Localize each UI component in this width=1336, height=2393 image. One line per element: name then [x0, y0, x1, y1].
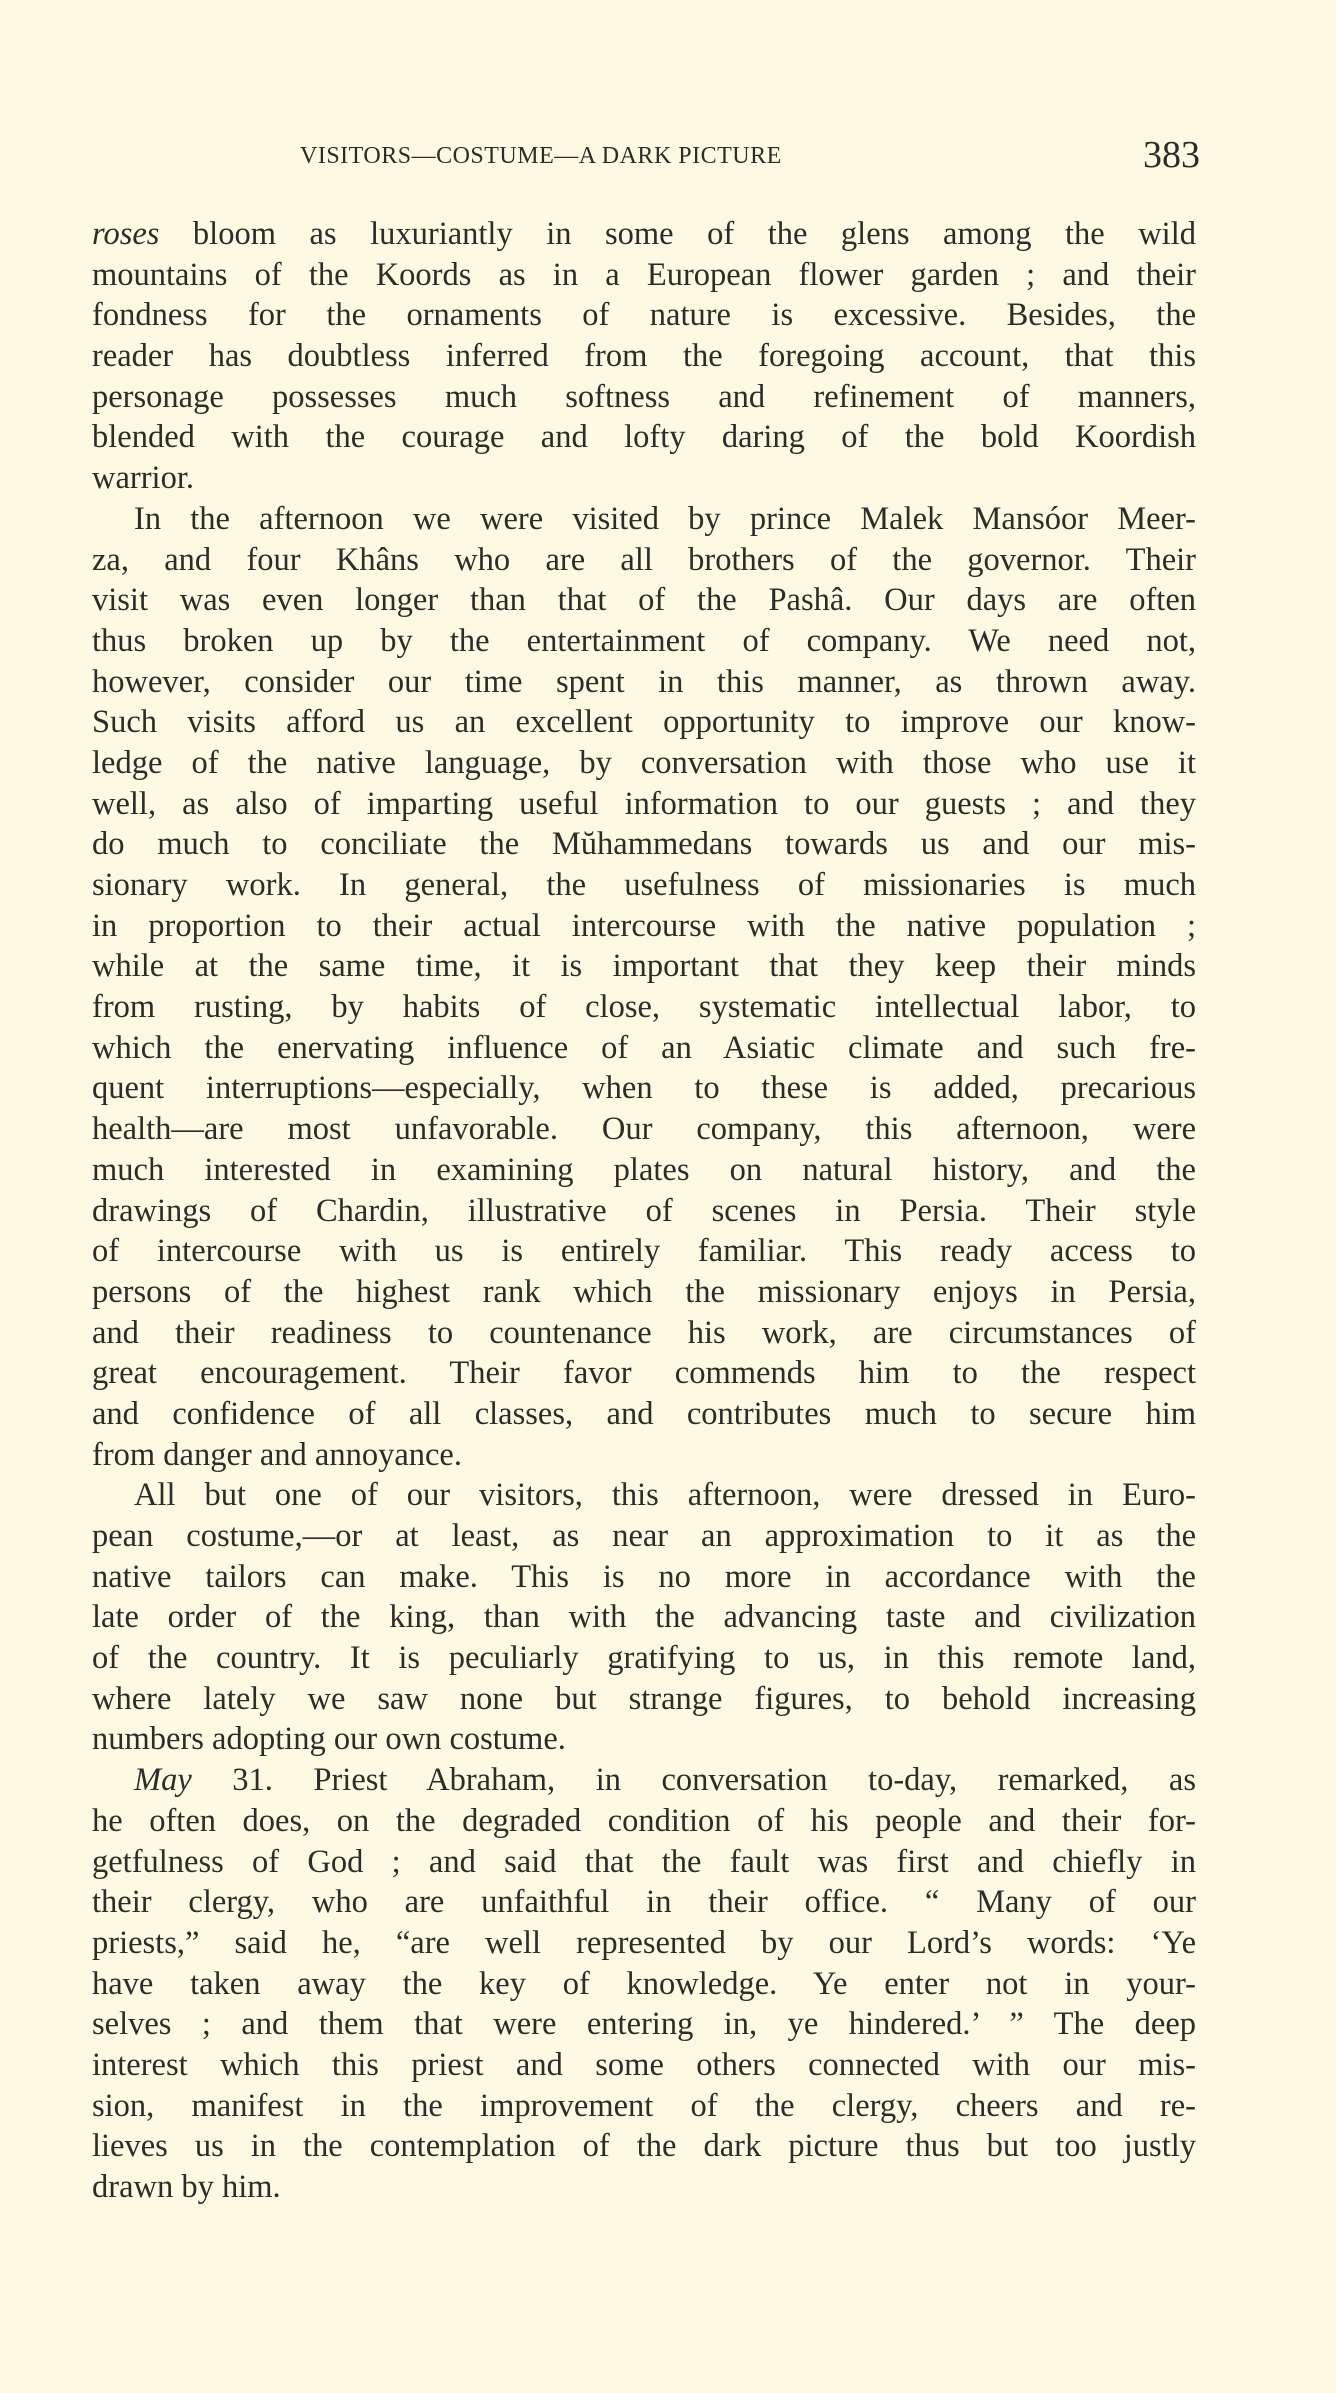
line-text: native tailors can make. This is no more in accordance with the — [92, 1558, 1196, 1595]
text-line — [92, 2004, 1196, 2045]
text-line — [92, 824, 1196, 865]
text-line — [92, 1313, 1196, 1354]
text-line — [92, 1964, 1196, 2005]
text-line — [92, 540, 1196, 581]
italic-lead: roses — [92, 216, 160, 252]
line-text: their clergy, who are unfaithful in their office. “ Many of our — [92, 1884, 1196, 1921]
line-text: have taken away the key of knowledge. Ye enter not in your- — [92, 1965, 1196, 2002]
text-line — [92, 662, 1196, 703]
line-text: while at the same time, it is important that they keep their minds — [92, 948, 1196, 985]
text-line — [92, 906, 1196, 947]
line-text: in proportion to their actual intercourse with the native population ; — [92, 907, 1196, 944]
line-text: drawings of Chardin, illustrative of scenes in Persia. Their style — [92, 1192, 1196, 1229]
line-text: blended with the courage and lofty daring of the bold Koordish — [92, 419, 1196, 456]
text-line — [92, 1923, 1196, 1964]
line-text: of intercourse with us is entirely familiar. This ready access to — [92, 1233, 1196, 1270]
line-text: much interested in examining plates on natural history, and the — [92, 1151, 1196, 1188]
line-text: sionary work. In general, the usefulness of missionaries is much — [92, 867, 1196, 903]
text-line — [92, 580, 1196, 621]
line-text: personage possesses much softness and refinement of manners, — [92, 378, 1196, 415]
text-line — [92, 458, 1196, 499]
text-line — [92, 295, 1196, 336]
line-text: he often does, on the degraded condition of his people and their for- — [92, 1802, 1196, 1839]
line-text: sion, manifest in the improvement of the clergy, cheers and re- — [92, 2087, 1196, 2124]
line-text: numbers adopting our own costume. — [92, 1721, 566, 1758]
text-line — [92, 1028, 1196, 1069]
text-line — [92, 1557, 1196, 1598]
line-text: mountains of the Koords as in a European flower garden ; and their — [92, 256, 1196, 293]
line-text: quent interruptions—especially, when to these is added, precarious — [92, 1070, 1196, 1107]
text-line — [92, 1882, 1196, 1923]
text-line — [92, 987, 1196, 1028]
line-text: however, consider our time spent in this manner, as thrown away. — [92, 663, 1196, 700]
line-text: selves ; and them that were entering in, ye hindered.’ ” The deep — [92, 2006, 1196, 2043]
text-line — [92, 2045, 1196, 2086]
text-line — [92, 1394, 1196, 1435]
text-line — [92, 417, 1196, 458]
line-text: where lately we saw none but strange figures, to behold increasing — [92, 1680, 1196, 1717]
text-line — [92, 946, 1196, 987]
text-line — [92, 1272, 1196, 1313]
line-text: well, as also of imparting useful information to our guests ; and they — [92, 785, 1196, 822]
line-text: priests,” said he, “are well represented by our Lord’s words: ‘Ye — [92, 1924, 1196, 1961]
line-text: reader has doubtless inferred from the foregoing account, that this — [92, 338, 1196, 375]
text-line — [92, 1068, 1196, 1109]
text-line — [92, 1231, 1196, 1272]
text-line — [92, 2086, 1196, 2127]
text-line — [92, 743, 1196, 784]
line-text: persons of the highest rank which the missionary enjoys in Persia, — [92, 1273, 1196, 1310]
text-line — [92, 1353, 1196, 1394]
line-text: do much to conciliate the Mŭhammedans towards us and our mis- — [92, 826, 1196, 863]
line-text: and confidence of all classes, and contributes much to secure him — [92, 1395, 1196, 1432]
line-text: drawn by him. — [92, 2169, 281, 2205]
text-line — [92, 1516, 1196, 1557]
line-text: health—are most unfavorable. Our company, this afternoon, were — [92, 1111, 1196, 1148]
page-header — [300, 133, 1200, 183]
running-title: VISITORS—COSTUME—A DARK PICTURE — [300, 143, 782, 169]
line-text: of the country. It is peculiarly gratifying to us, in this remote land, — [92, 1640, 1196, 1677]
text-line — [92, 702, 1196, 743]
line-text: ledge of the native language, by conversation with those who use it — [92, 744, 1196, 781]
text-line — [92, 1475, 1196, 1516]
line-text: bloom as luxuriantly in some of the glens among the wild — [159, 216, 1196, 252]
italic-lead: May — [134, 1762, 192, 1799]
text-line — [92, 1191, 1196, 1232]
body-text — [92, 214, 1196, 2208]
text-line — [92, 621, 1196, 662]
text-line — [92, 1760, 1196, 1801]
text-line — [92, 1435, 1196, 1476]
text-line — [92, 1801, 1196, 1842]
text-line — [92, 1719, 1196, 1760]
text-line — [92, 1150, 1196, 1191]
page-number: 383 — [1143, 134, 1200, 176]
line-text: All but one of our visitors, this afternoon, were dressed in Euro- — [134, 1477, 1196, 1514]
text-line — [92, 1109, 1196, 1150]
line-text: late order of the king, than with the advancing taste and civilization — [92, 1599, 1196, 1636]
text-line — [92, 255, 1196, 296]
text-line — [92, 784, 1196, 825]
line-text: za, and four Khâns who are all brothers of the governor. Their — [92, 541, 1196, 578]
line-text: warrior. — [92, 460, 194, 497]
text-line — [92, 214, 1196, 255]
line-text: and their readiness to countenance his work, are circumstances of — [92, 1314, 1196, 1351]
text-line — [92, 1679, 1196, 1720]
text-line — [92, 336, 1196, 377]
line-text: from rusting, by habits of close, systematic intellectual labor, to — [92, 989, 1196, 1026]
text-line — [92, 1597, 1196, 1638]
text-line — [92, 2167, 1196, 2208]
line-text: Such visits afford us an excellent opportunity to improve our know- — [92, 704, 1196, 741]
line-text: getfulness of God ; and said that the fault was first and chiefly in — [92, 1843, 1196, 1880]
text-line — [92, 1842, 1196, 1883]
line-text: which the enervating influence of an Asiatic climate and such fre- — [92, 1029, 1196, 1066]
line-text: fondness for the ornaments of nature is excessive. Besides, the — [92, 297, 1196, 334]
text-line — [92, 1638, 1196, 1679]
line-text: from danger and annoyance. — [92, 1436, 462, 1473]
line-text: thus broken up by the entertainment of company. We need not, — [92, 622, 1196, 659]
line-text: 31. Priest Abraham, in conversation to-day, remarked, as — [191, 1762, 1196, 1799]
line-text: great encouragement. Their favor commends him to the respect — [92, 1355, 1196, 1392]
line-text: pean costume,—or at least, as near an approximation to it as the — [92, 1518, 1196, 1554]
line-text: In the afternoon we were visited by prince Malek Mansóor Meer- — [134, 500, 1196, 537]
text-line — [92, 377, 1196, 418]
line-text: interest which this priest and some others connected with our mis- — [92, 2046, 1196, 2083]
text-line — [92, 865, 1196, 906]
line-text: visit was even longer than that of the Pashâ. Our days are often — [92, 582, 1196, 619]
text-line — [92, 2126, 1196, 2167]
line-text: lieves us in the contemplation of the dark picture thus but too justly — [92, 2128, 1196, 2165]
text-line — [92, 499, 1196, 540]
